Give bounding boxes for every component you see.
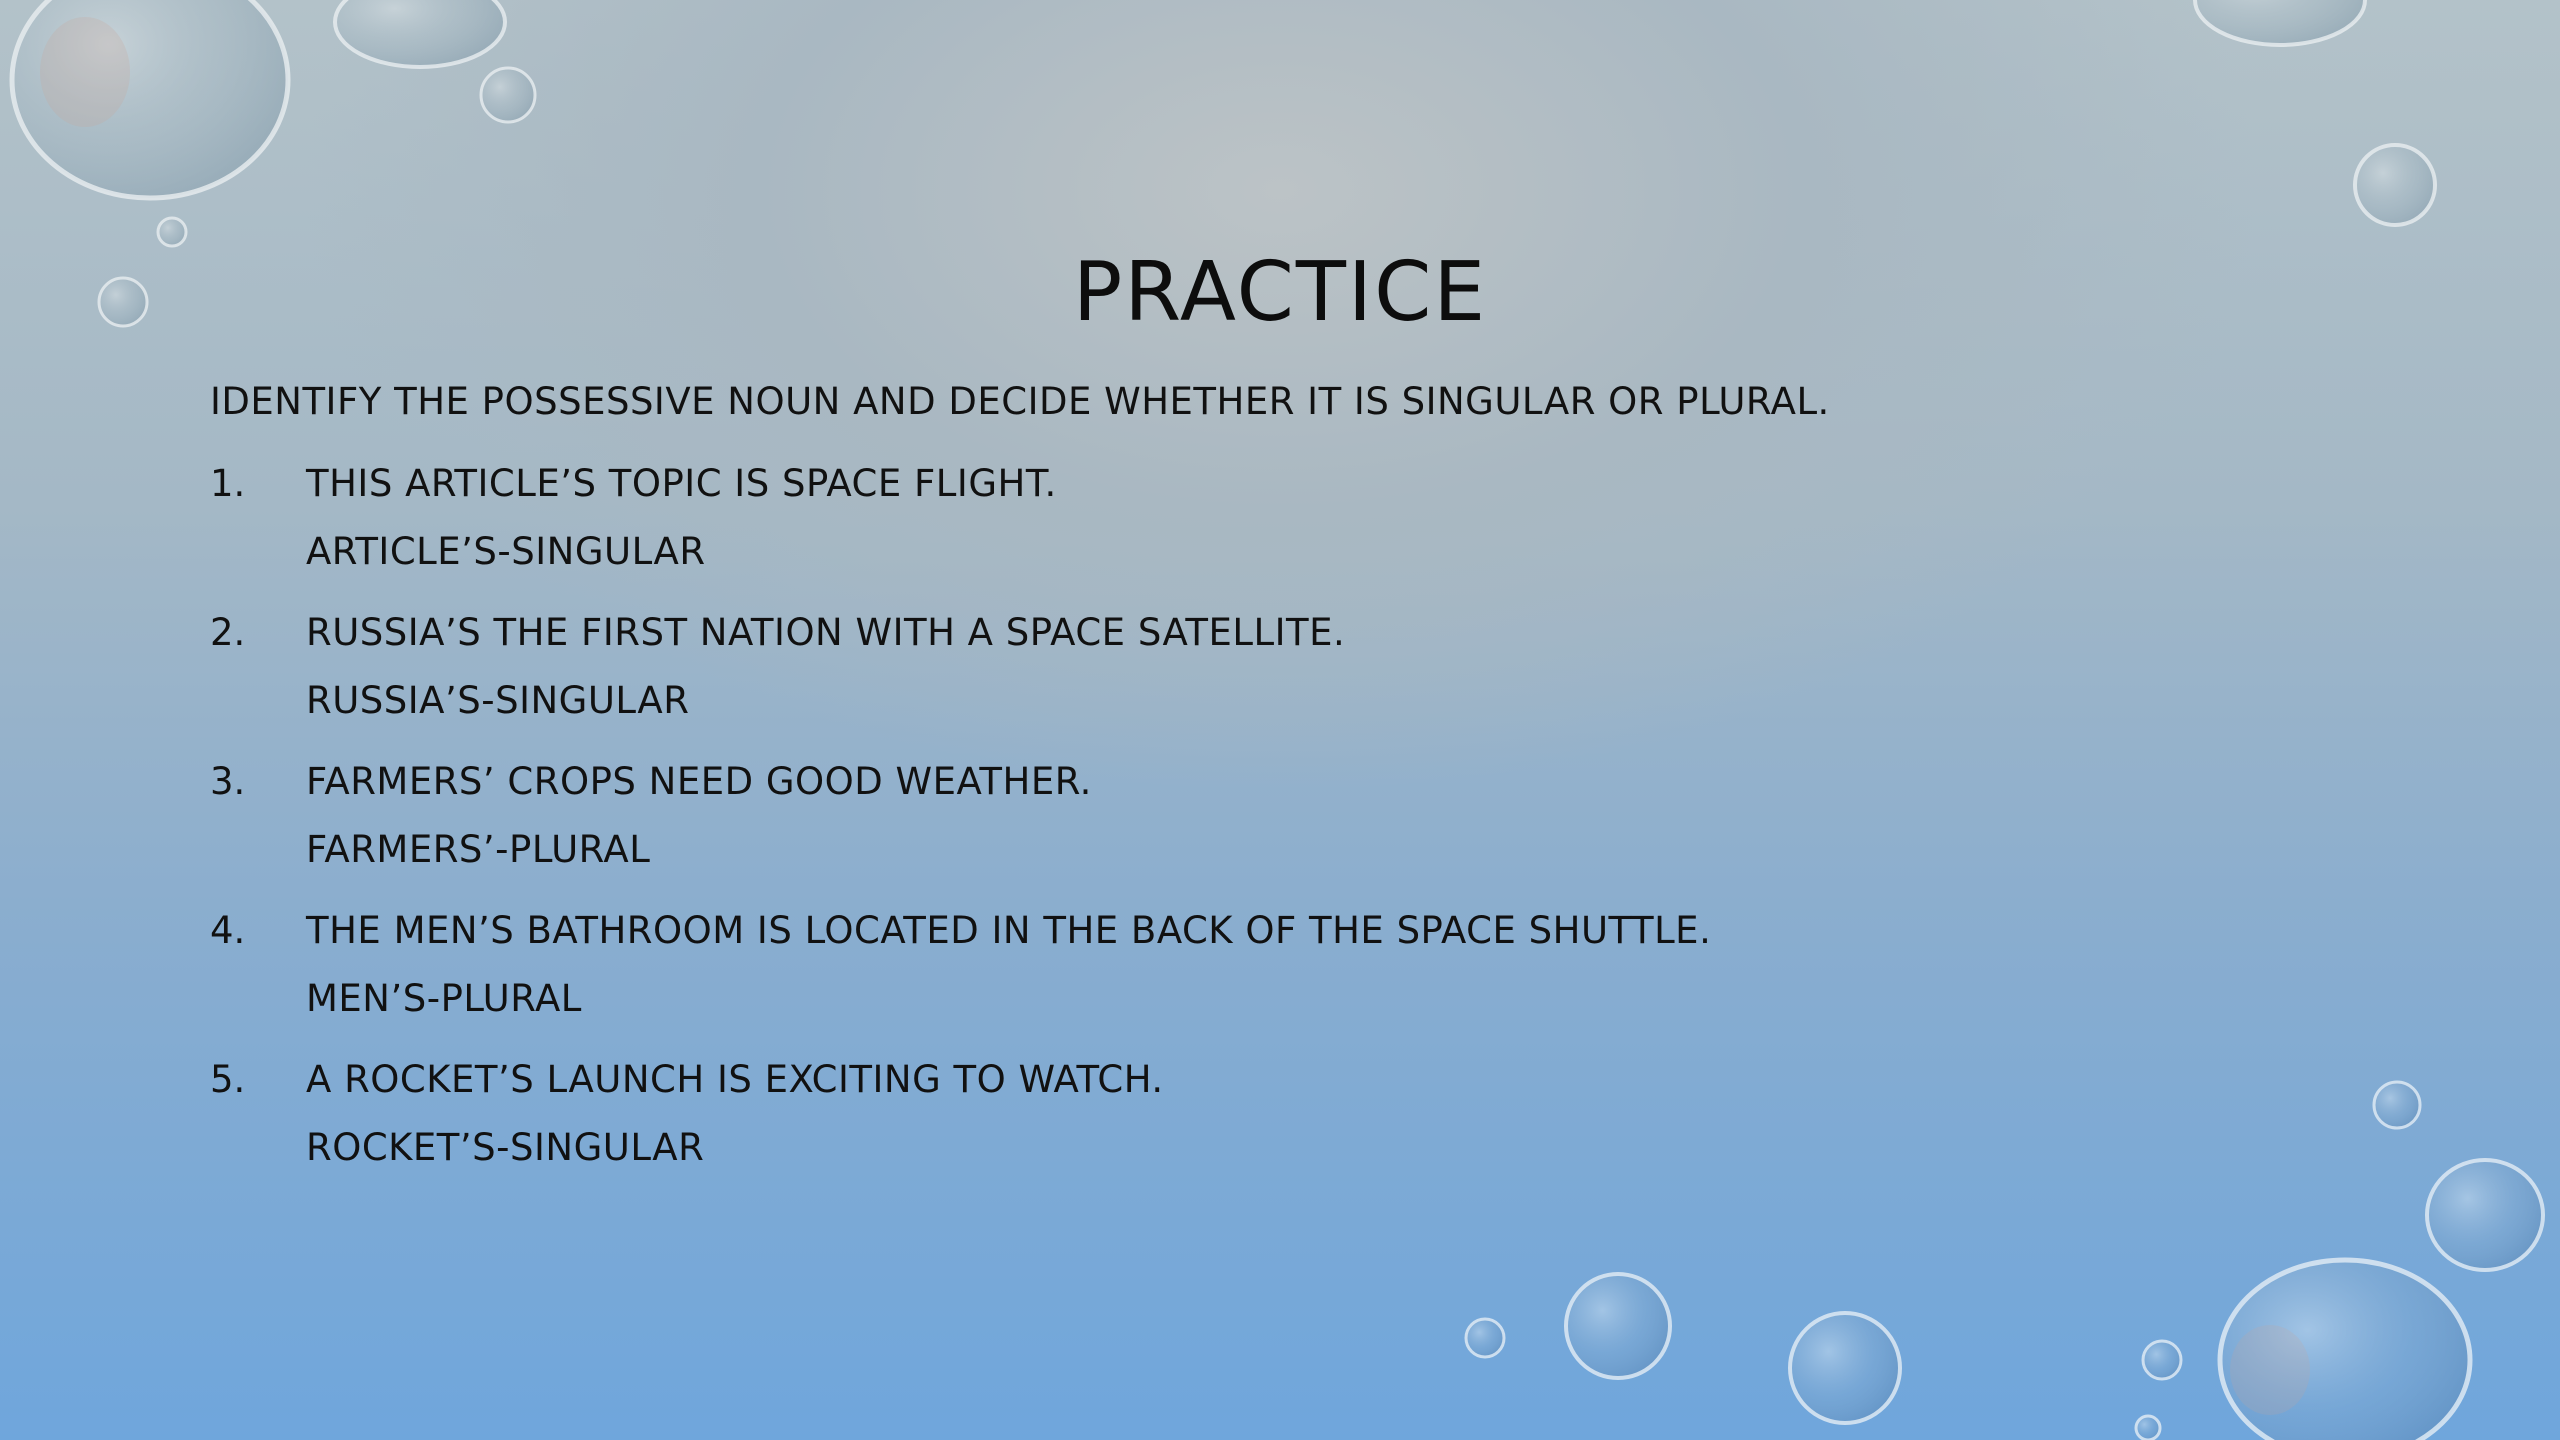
droplet-bottom-right-1 <box>2374 1082 2420 1128</box>
item-number: 4. <box>210 909 246 952</box>
droplet-top-left-small-2 <box>158 218 186 246</box>
item-sentence: RUSSIA’S THE FIRST NATION WITH A SPACE SATELLITE. <box>306 611 1346 654</box>
droplet-bottom-center-2 <box>1566 1274 1670 1378</box>
droplet-bottom-right-3 <box>2143 1341 2181 1379</box>
item-answer: ARTICLE’S-SINGULAR <box>306 530 706 573</box>
item-answer: ROCKET’S-SINGULAR <box>306 1126 705 1169</box>
droplet-bottom-center-3 <box>1790 1313 1900 1423</box>
droplet-top-right-large <box>2195 0 2365 45</box>
item-number: 5. <box>210 1058 246 1101</box>
item-sentence: FARMERS’ CROPS NEED GOOD WEATHER. <box>306 760 1092 803</box>
item-sentence: A ROCKET’S LAUNCH IS EXCITING TO WATCH. <box>306 1058 1164 1101</box>
item-number: 2. <box>210 611 246 654</box>
item-answer: MEN’S-PLURAL <box>306 977 582 1020</box>
droplet-top-left-medium <box>335 0 505 67</box>
item-answer: FARMERS’-PLURAL <box>306 828 651 871</box>
droplet-bottom-right-large <box>2220 1260 2470 1440</box>
item-sentence: THE MEN’S BATHROOM IS LOCATED IN THE BACK OF THE SPACE SHUTTLE. <box>306 909 1712 952</box>
item-number: 3. <box>210 760 246 803</box>
item-answer: RUSSIA’S-SINGULAR <box>306 679 690 722</box>
droplet-top-left-large <box>12 0 288 198</box>
droplet-bottom-right-2 <box>2427 1160 2543 1270</box>
instruction-text: IDENTIFY THE POSSESSIVE NOUN AND DECIDE WHETHER IT IS SINGULAR OR PLURAL. <box>210 380 1830 423</box>
slide-title: PRACTICE <box>1072 245 1488 340</box>
item-sentence: THIS ARTICLE’S TOPIC IS SPACE FLIGHT. <box>306 462 1057 505</box>
item-number: 1. <box>210 462 246 505</box>
droplet-top-left-small-1 <box>481 68 535 122</box>
droplet-bottom-right-4 <box>2136 1416 2160 1440</box>
droplet-bottom-center-1 <box>1466 1319 1504 1357</box>
droplet-top-right-small <box>2355 145 2435 225</box>
